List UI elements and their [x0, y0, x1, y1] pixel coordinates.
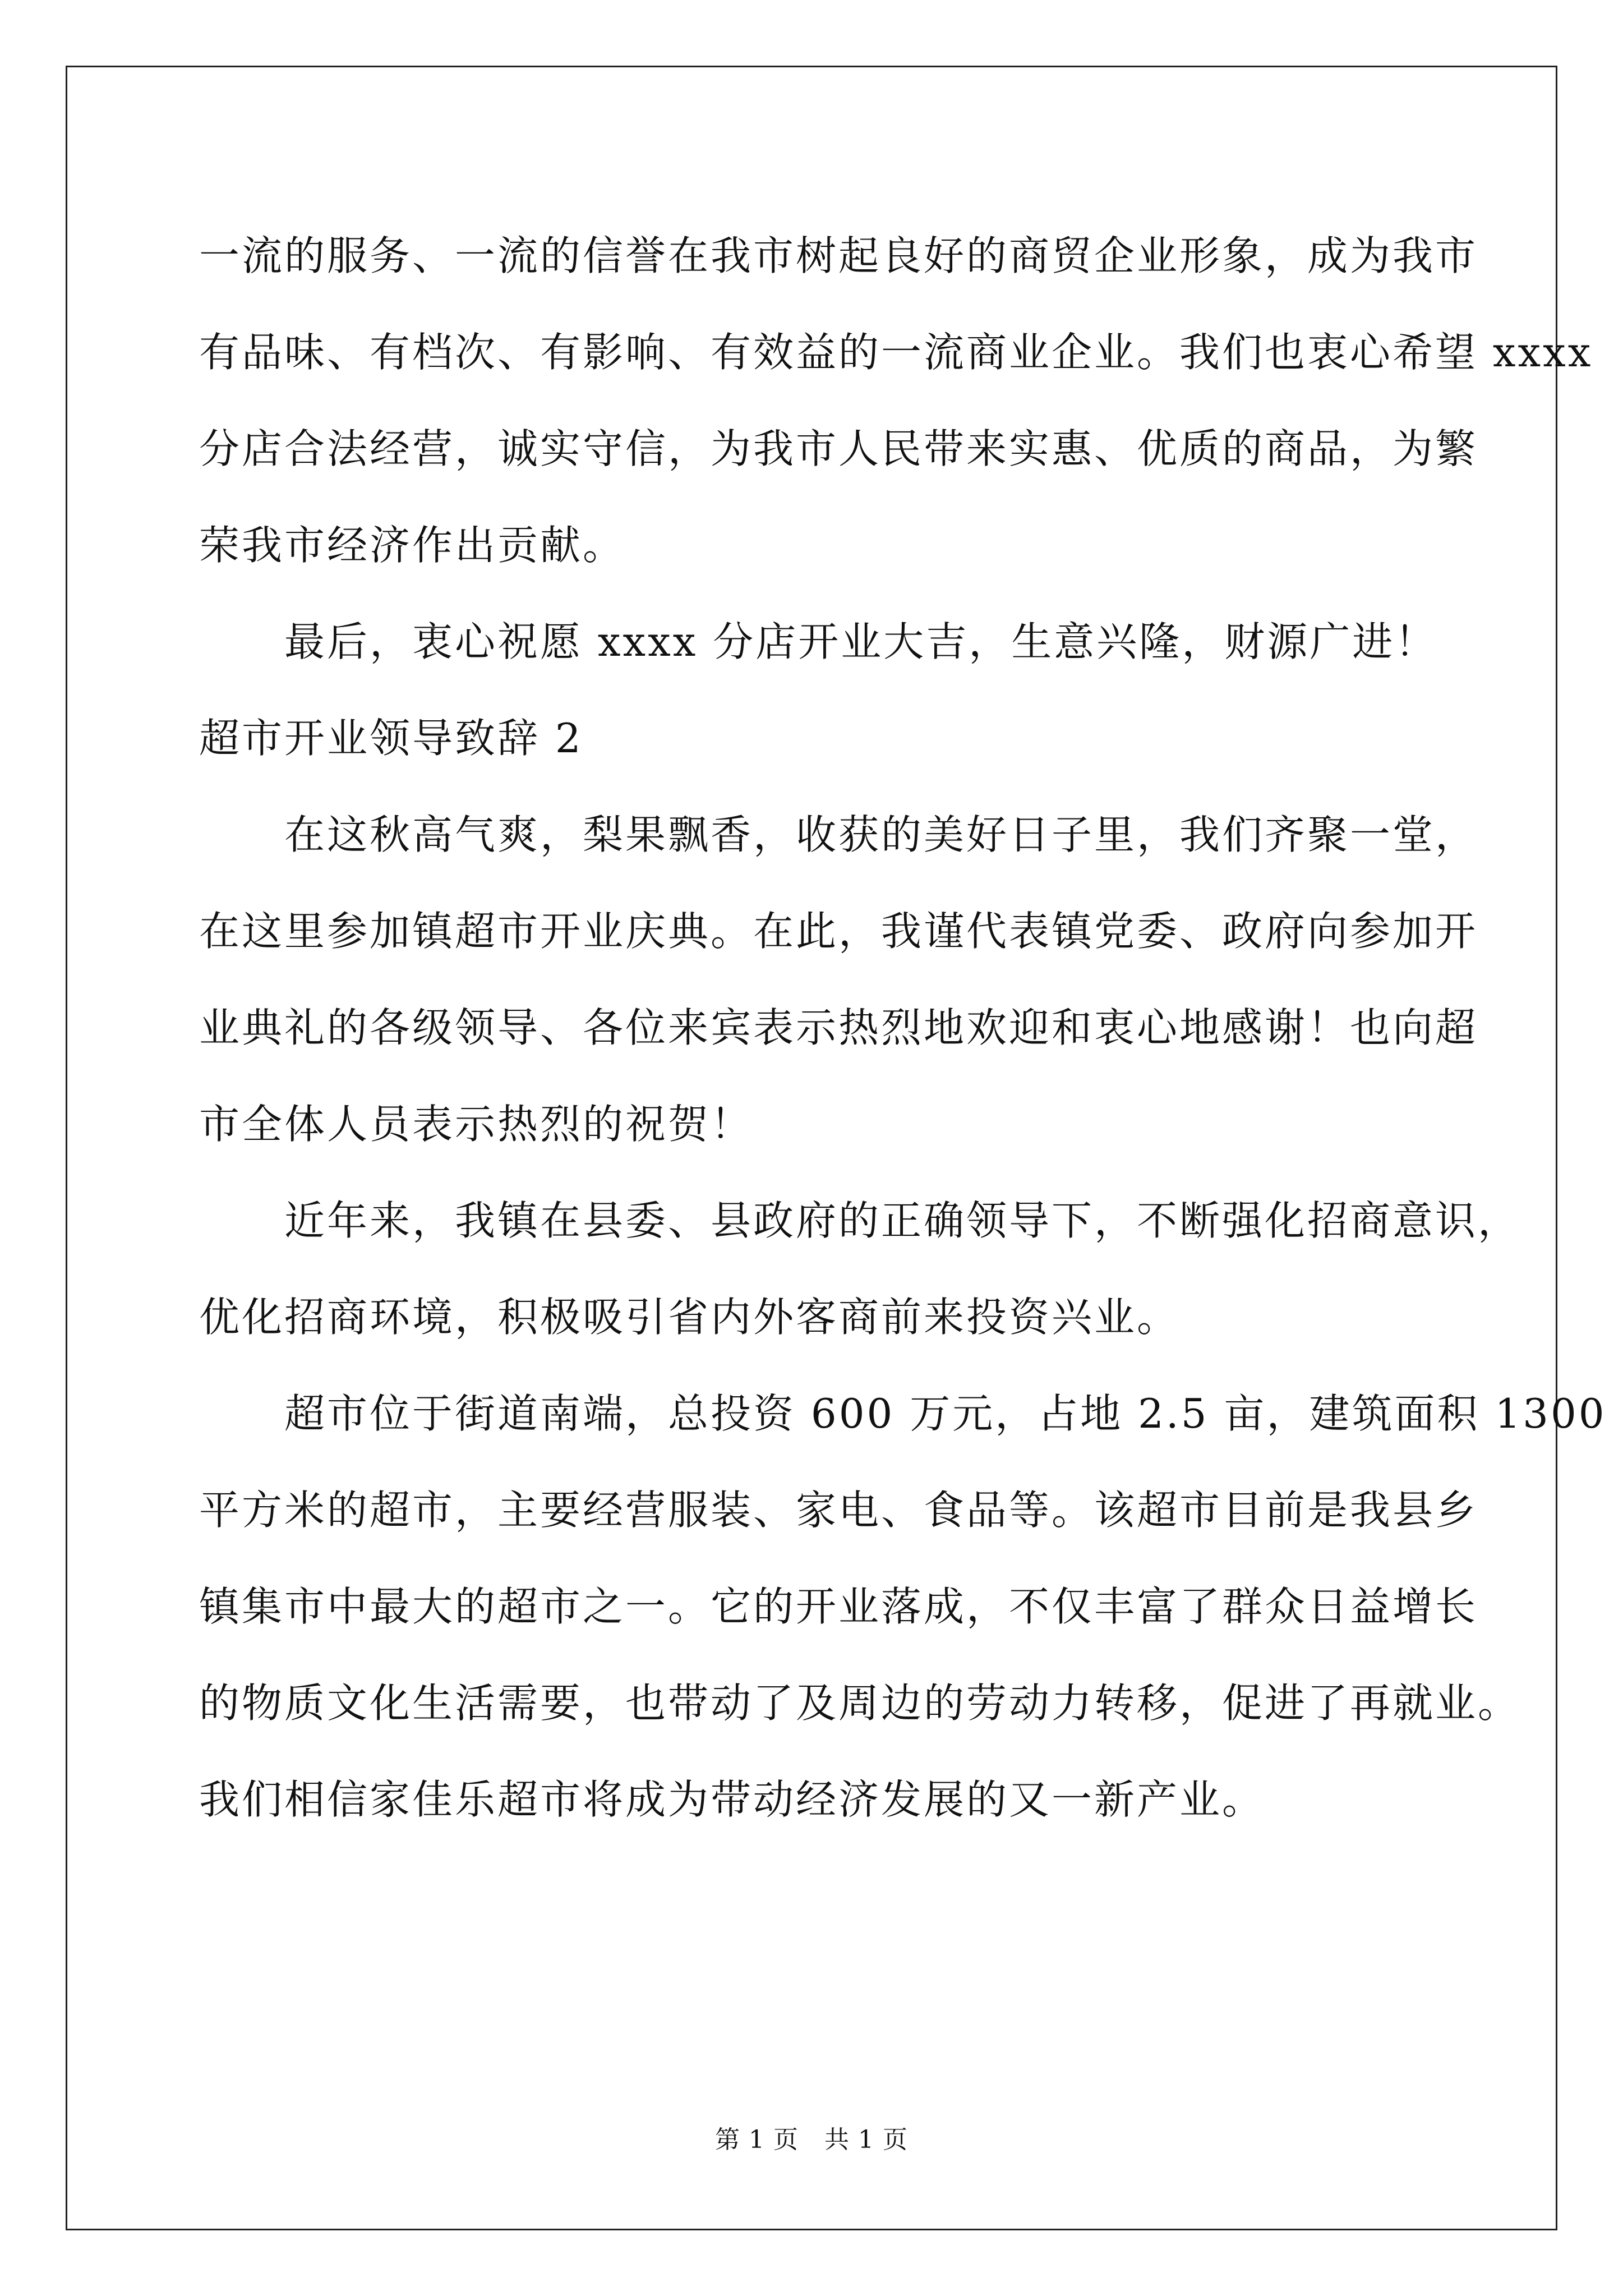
text-line: 一流的服务、一流的信誉在我市树起良好的商贸企业形象，成为我市	[199, 232, 1478, 279]
text-line: 市全体人员表示热烈的祝贺！	[199, 1101, 754, 1148]
text-line: 业典礼的各级领导、各位来宾表示热烈地欢迎和衷心地感谢！也向超	[199, 1004, 1478, 1051]
page-total: 共 1 页	[824, 2125, 908, 2154]
text-line: 我们相信家佳乐超市将成为带动经济发展的又一新产业。	[199, 1776, 1265, 1823]
text-line: 平方米的超市，主要经营服装、家电、食品等。该超市目前是我县乡	[199, 1487, 1478, 1534]
text-line: 优化招商环境，积极吸引省内外客商前来投资兴业。	[199, 1294, 1180, 1341]
text-line: 镇集市中最大的超市之一。它的开业落成，不仅丰富了群众日益增长	[199, 1583, 1478, 1630]
text-line: 分店合法经营，诚实守信，为我市人民带来实惠、优质的商品，为繁	[199, 425, 1478, 472]
text-line: 超市位于街道南端，总投资 600 万元，占地 2.5 亩，建筑面积 1300	[284, 1390, 1607, 1437]
page-number: 第 1 页	[715, 2125, 799, 2154]
section-heading: 超市开业领导致辞 2	[199, 715, 583, 762]
text-line: 最后，衷心祝愿 xxxx 分店开业大吉，生意兴隆，财源广进！	[284, 618, 1438, 665]
page-footer	[0, 2123, 1623, 2157]
text-line: 有品味、有档次、有影响、有效益的一流商业企业。我们也衷心希望 xxxx	[199, 329, 1593, 376]
document-body	[199, 208, 1607, 1848]
text-line: 在这里参加镇超市开业庆典。在此，我谨代表镇党委、政府向参加开	[199, 908, 1478, 955]
text-line: 的物质文化生活需要，也带动了及周边的劳动力转移，促进了再就业。	[199, 1680, 1521, 1727]
text-line: 在这秋高气爽，梨果飘香，收获的美好日子里，我们齐聚一堂，	[284, 811, 1478, 858]
text-line: 荣我市经济作出贡献。	[199, 522, 626, 569]
text-line: 近年来，我镇在县委、县政府的正确领导下，不断强化招商意识，	[284, 1197, 1521, 1244]
